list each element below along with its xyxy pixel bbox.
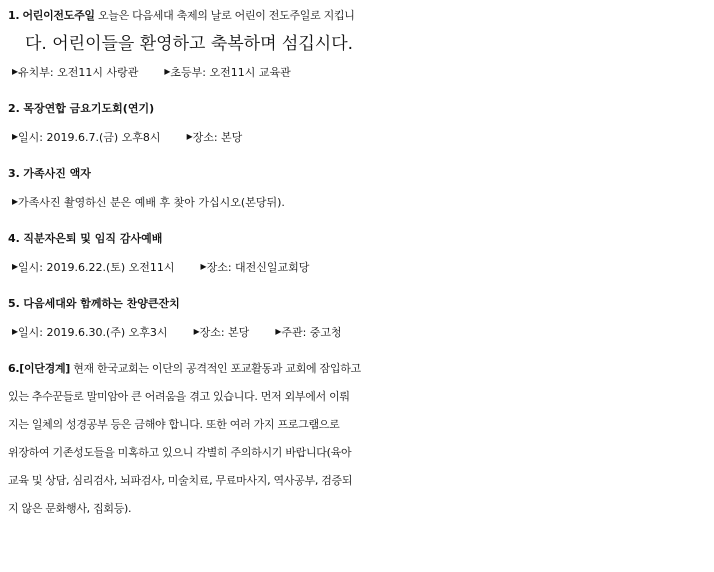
triangle-bullet-icon: ▸	[186, 129, 193, 143]
detail-text: 주관: 중고청	[281, 326, 342, 339]
announcement-number: 1.	[8, 9, 20, 22]
announcement-3	[8, 160, 704, 217]
announcement-6-line: 교육 및 상담, 심리검사, 뇌파검사, 미술치료, 무료마사지, 역사공부, 검증되	[8, 474, 353, 487]
announcement-number: 6.	[8, 362, 20, 375]
announcement-1	[8, 2, 704, 87]
announcement-title: [이단경계]	[19, 362, 70, 375]
announcement-title: 어린이전도주일	[22, 9, 95, 22]
detail-text: 유치부: 오전11시 사랑관	[18, 66, 139, 79]
announcement-4	[8, 225, 704, 282]
triangle-bullet-icon: ▸	[275, 324, 282, 338]
announcement-5-heading	[8, 290, 704, 318]
announcement-number: 4.	[8, 232, 20, 245]
announcement-title: 다음세대와 함께하는 찬양큰잔치	[23, 297, 180, 310]
announcement-title: 직분자은퇴 및 임직 감사예배	[23, 232, 163, 245]
announcement-6	[8, 355, 704, 523]
announcement-4-heading	[8, 225, 704, 253]
announcement-details	[8, 58, 704, 87]
detail-text: 가족사진 촬영하신 분은 예배 후 찾아 가십시오(본당뒤).	[18, 196, 285, 209]
announcement-text-continued: 다. 어린이들을 환영하고 축복하며 섬깁시다.	[25, 34, 354, 54]
detail-text: 장소: 본당	[192, 131, 243, 144]
announcement-number: 3.	[8, 167, 20, 180]
triangle-bullet-icon: ▸	[200, 259, 207, 273]
announcement-6-line: 지는 일체의 성경공부 등은 금해야 합니다. 또한 여러 가지 프로그램으로	[8, 418, 340, 431]
triangle-bullet-icon: ▸	[164, 64, 171, 78]
announcement-5	[8, 290, 704, 347]
announcement-6-line: 있는 추수꾼들로 말미암아 큰 어려움을 겪고 있습니다. 먼저 외부에서 이뤄	[8, 390, 350, 403]
announcement-3-heading	[8, 160, 704, 188]
announcement-text: 현재 한국교회는 이단의 공격적인 포교활동과 교회에 잠입하고	[73, 362, 361, 375]
detail-text: 초등부: 오전11시 교육관	[170, 66, 291, 79]
announcement-title: 목장연합 금요기도회(연기)	[23, 102, 155, 115]
detail-text: 일시: 2019.6.22.(토) 오전11시	[18, 261, 175, 274]
triangle-bullet-icon: ▸	[12, 259, 19, 273]
detail-text: 일시: 2019.6.7.(금) 오후8시	[18, 131, 161, 144]
announcement-title: 가족사진 액자	[23, 167, 91, 180]
announcement-text: 오늘은 다음세대 축제의 날로 어린이 전도주일로 지킵니	[97, 9, 355, 22]
announcement-number: 2.	[8, 102, 20, 115]
triangle-bullet-icon: ▸	[193, 324, 200, 338]
announcement-1-heading	[8, 2, 704, 30]
triangle-bullet-icon: ▸	[12, 194, 19, 208]
announcement-details	[8, 188, 704, 217]
detail-text: 일시: 2019.6.30.(주) 오후3시	[18, 326, 168, 339]
announcement-2	[8, 95, 704, 152]
announcement-6-line: 위장하여 기존성도들을 미혹하고 있으니 각별히 주의하시기 바랍니다(육아	[8, 446, 352, 459]
announcement-2-heading	[8, 95, 704, 123]
announcement-details	[8, 123, 704, 152]
announcement-details	[8, 253, 704, 282]
triangle-bullet-icon: ▸	[12, 324, 19, 338]
triangle-bullet-icon: ▸	[12, 129, 19, 143]
announcement-6-body	[8, 355, 704, 523]
announcement-details	[8, 318, 704, 347]
announcement-6-line	[8, 355, 704, 383]
triangle-bullet-icon: ▸	[12, 64, 19, 78]
detail-text: 장소: 대전신일교회당	[206, 261, 310, 274]
announcement-number: 5.	[8, 297, 20, 310]
detail-text: 장소: 본당	[199, 326, 250, 339]
announcement-6-line: 지 않은 문화행사, 집회등).	[8, 502, 132, 515]
